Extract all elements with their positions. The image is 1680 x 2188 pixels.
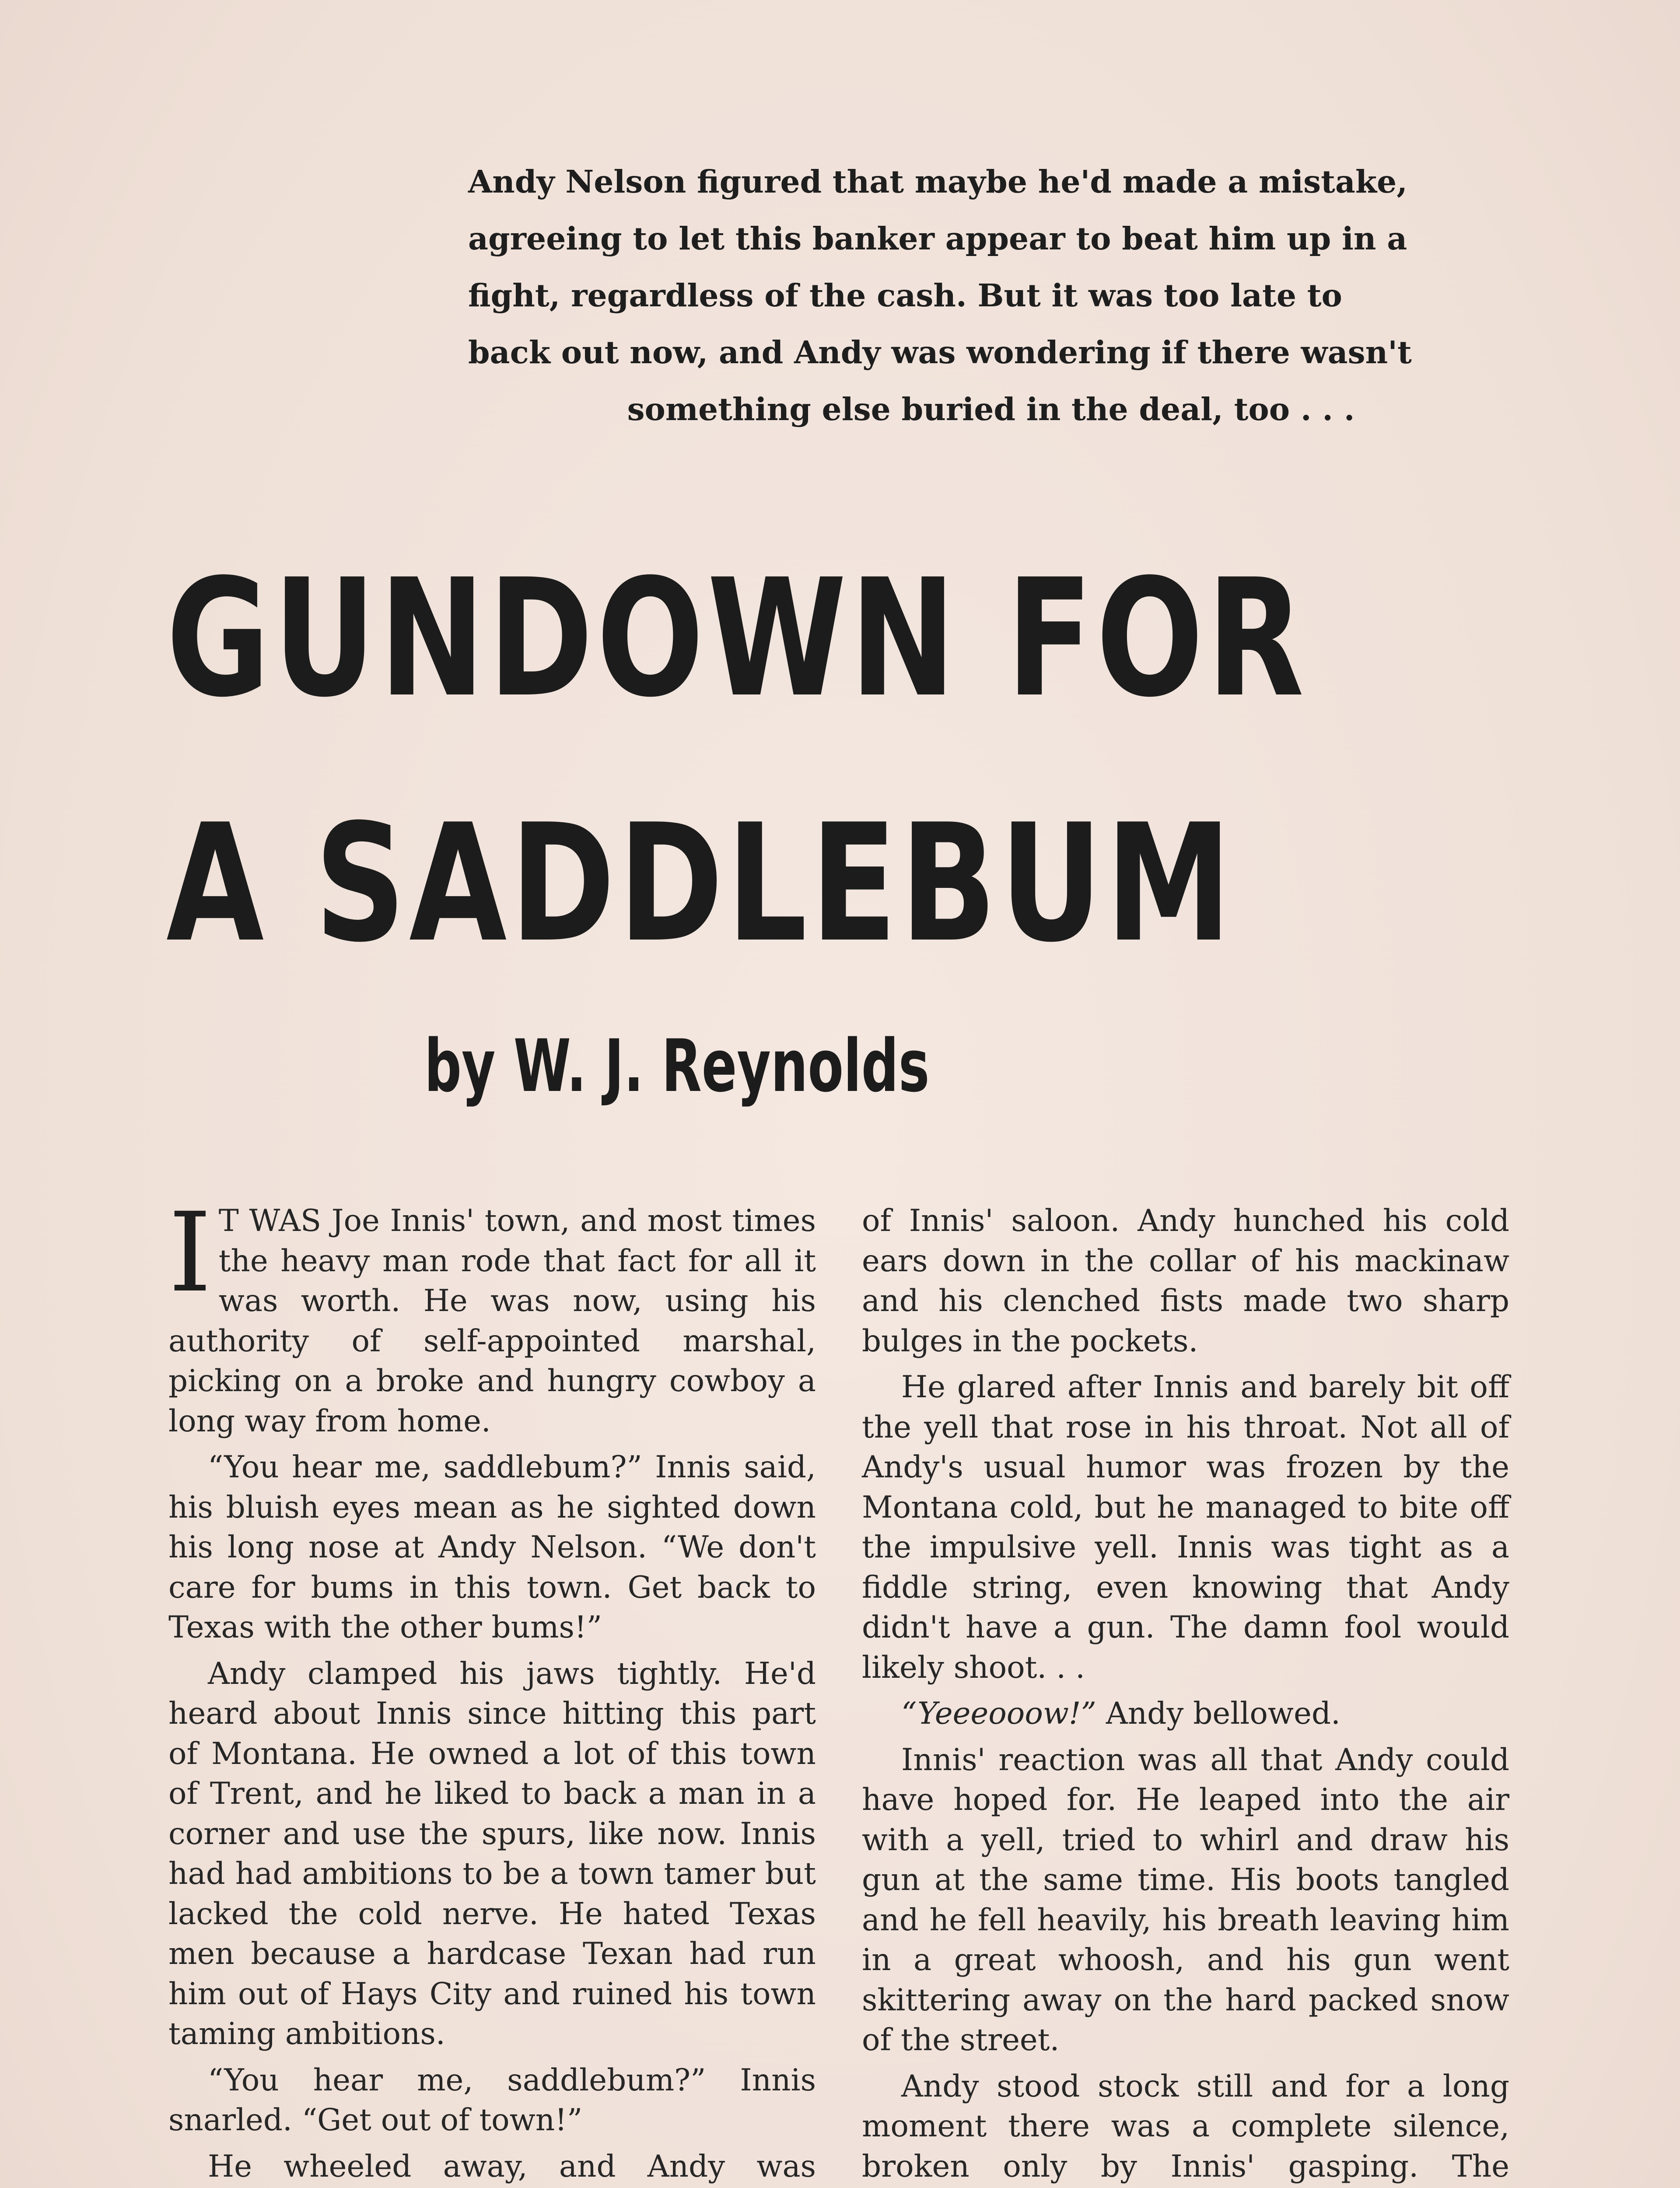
paragraph: of Innis' saloon. Andy hunched his cold ears down in the collar of his mackinaw and his clenched fists made two sharp bulges in the pockets. bbox=[862, 1203, 1509, 1359]
title-line-2: A SADDLEBUM bbox=[166, 790, 1235, 978]
deck-line: fight, regardless of the cash. But it was too late to bbox=[468, 277, 1342, 314]
paragraph: Innis' reaction was all that Andy could have hoped for. He leaped into the air with a yell, tried to whirl and draw his gun at the same time. His boots tangled and he fell heavily, his breath leaving him in a great whoosh, and his gun went skittering away on the hard packed snow of the street. bbox=[862, 1742, 1509, 2058]
deck-line: Andy Nelson figured that maybe he'd made a mistake, bbox=[468, 163, 1407, 200]
paragraph: “You hear me, saddlebum?” Innis said, his bluish eyes mean as he sighted down his long nose at Andy Nelson. “We don't care for bums in this town. Get back to Texas with the other bums!” bbox=[168, 1450, 816, 1645]
deck-line: agreeing to let this banker appear to beat him up in a bbox=[468, 220, 1407, 257]
paragraph bbox=[862, 1694, 1509, 1734]
paragraph-text: T WAS Joe Innis' town, and most times the heavy man rode that fact for all it was worth. He was now, using his authority of self-appointed marshal, picking on a broke and hungry cowboy a long way from home. bbox=[168, 1203, 816, 1439]
yell-text: “Yeeeooow!” bbox=[901, 1696, 1096, 1731]
drop-cap: I bbox=[168, 1189, 212, 1316]
deck-line-last: something else buried in the deal, too . . . bbox=[627, 391, 1355, 428]
paragraph bbox=[168, 1189, 816, 1441]
paragraph: He glared after Innis and barely bit off the yell that rose in his throat. Not all of Andy's usual humor was frozen by the Montana cold, but he managed to bite off the impulsive yell. Innis was tight as a fiddle string, even knowing that Andy didn't have a gun. The damn fool would likely shoot. . . bbox=[862, 1370, 1509, 1685]
title-line-1: GUNDOWN FOR bbox=[166, 545, 1308, 733]
paragraph: Andy stood stock still and for a long moment there was a complete silence, broken only by Innis' gasping. The bbox=[862, 2069, 1509, 2184]
paragraph: Andy clamped his jaws tightly. He'd heard about Innis since hitting this part of Montana. He owned a lot of this town of Trent, and he liked to back a man in a corner and use the spurs, like now. Innis had had ambitions to be a town tamer but lacked the cold nerve. He hated Texas men because a hardcase Texan had run him out of Hays City and ruined his town taming ambitions. bbox=[168, 1656, 816, 2051]
paragraph-text: Andy bellowed. bbox=[1096, 1696, 1340, 1731]
text-column-right bbox=[862, 1201, 1509, 2188]
author-byline: by W. J. Reynolds bbox=[424, 1024, 930, 1108]
deck-line: back out now, and Andy was wondering if there wasn't bbox=[468, 334, 1412, 371]
paragraph: “You hear me, saddlebum?” Innis snarled. “Get out of town!” bbox=[168, 2062, 816, 2138]
paragraph: He wheeled away, and Andy was bbox=[208, 2149, 816, 2184]
story-title bbox=[166, 516, 1308, 1006]
story-deck bbox=[468, 153, 1514, 438]
text-column-left bbox=[168, 1189, 816, 2188]
